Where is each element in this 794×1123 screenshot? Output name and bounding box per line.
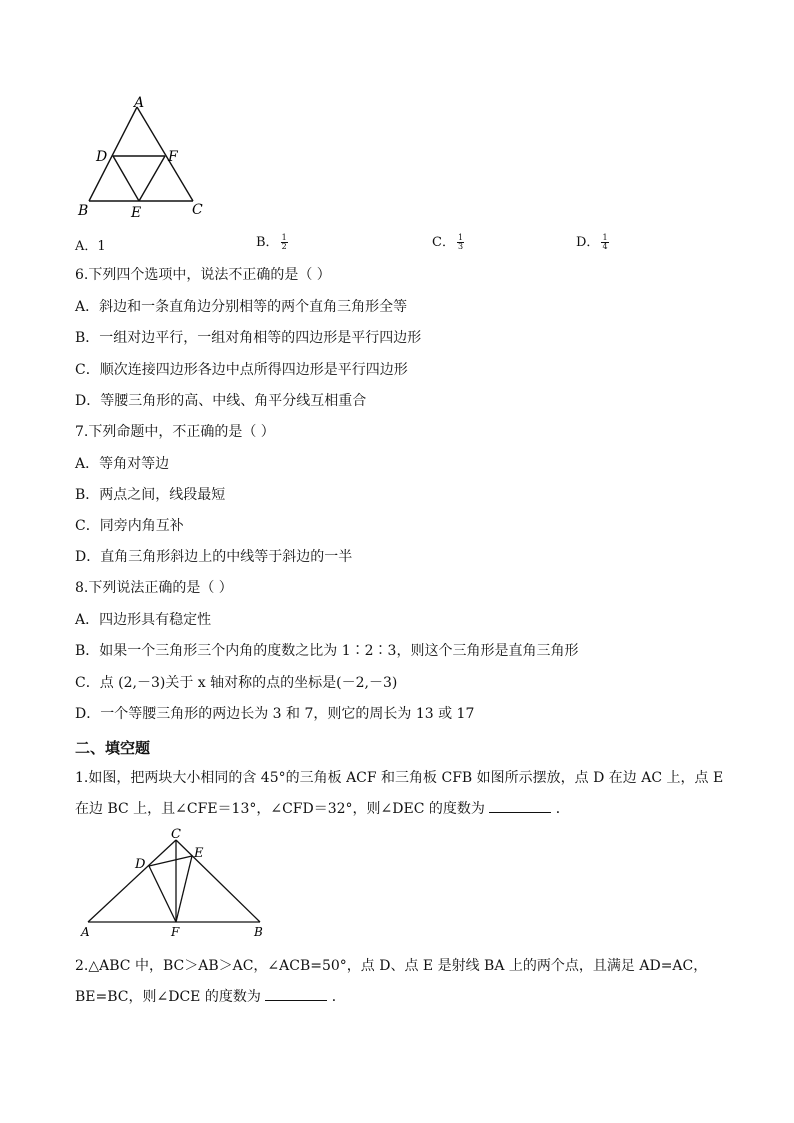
q5-option-b: B． $\frac{1}{2}$ bbox=[256, 233, 287, 251]
label-f: F bbox=[168, 149, 178, 165]
q7-option-d: D．直角三角形斜边上的中线等于斜边的一半 bbox=[75, 549, 353, 565]
segment-fe bbox=[139, 156, 165, 201]
q6-stem: 6.下列四个选项中，说法不正确的是（ ） bbox=[75, 267, 331, 283]
q7-option-c: C．同旁内角互补 bbox=[75, 518, 184, 534]
fill1-line2: 在边 BC 上，且∠CFE＝13°，∠CFD＝32°，则∠DEC 的度数为 ． bbox=[75, 801, 570, 817]
q8-option-b: B．如果一个三角形三个内角的度数之比为 1∶2∶3，则这个三角形是直角三角形 bbox=[75, 643, 579, 659]
q5-option-c: C． $\frac{1}{3}$ bbox=[432, 233, 464, 251]
q6-option-a: A．斜边和一条直角边分别相等的两个直角三角形全等 bbox=[75, 299, 408, 315]
segment-df bbox=[149, 866, 176, 922]
q6-option-d: D．等腰三角形的高、中线、角平分线互相重合 bbox=[75, 393, 367, 409]
label-e: E bbox=[194, 846, 204, 861]
label-c: C bbox=[171, 827, 181, 842]
side-ca bbox=[88, 840, 176, 922]
q8-option-c: C．点 (2,－3)关于 x 轴对称的点的坐标是(－2,－3) bbox=[75, 675, 398, 691]
q6-option-c: C．顺次连接四边形各边中点所得四边形是平行四边形 bbox=[75, 362, 408, 378]
label-d: D bbox=[135, 857, 146, 872]
label-b: B bbox=[254, 925, 263, 938]
segment-de bbox=[113, 156, 139, 201]
fill1-answer-blank[interactable] bbox=[489, 800, 551, 813]
section-heading-fill-in: 二、填空题 bbox=[75, 739, 151, 757]
q5-option-a: A．1 bbox=[75, 239, 106, 254]
label-e: E bbox=[131, 205, 142, 221]
fill2-answer-blank[interactable] bbox=[265, 988, 327, 1001]
q8-option-d: D．一个等腰三角形的两边长为 3 和 7，则它的周长为 13 或 17 bbox=[75, 706, 475, 722]
q8-option-a: A．四边形具有稳定性 bbox=[75, 612, 212, 628]
q8-stem: 8.下列说法正确的是（ ） bbox=[75, 580, 233, 596]
fill1-line1: 1.如图，把两块大小相同的含 45°的三角板 ACF 和三角板 CFB 如图所示摆放，点 D 在边 AC 上，点 E bbox=[75, 770, 724, 786]
side-cb bbox=[176, 840, 260, 922]
side-ac bbox=[137, 107, 193, 201]
q7-stem: 7.下列命题中，不正确的是（ ） bbox=[75, 424, 275, 440]
label-c: C bbox=[192, 202, 203, 218]
segment-de bbox=[149, 856, 192, 866]
figure-set-squares bbox=[75, 826, 275, 938]
fraction-one-third: $\frac{1}{3}$ bbox=[457, 233, 464, 251]
label-a: A bbox=[134, 95, 145, 111]
q7-option-a: A．等角对等边 bbox=[75, 456, 170, 472]
fraction-one-half: $\frac{1}{2}$ bbox=[281, 233, 287, 251]
fill2-line2: BE=BC，则∠DCE 的度数为 ． bbox=[75, 989, 346, 1005]
q5-option-d: D． $\frac{1}{4}$ bbox=[576, 233, 608, 251]
q6-option-b: B．一组对边平行，一组对角相等的四边形是平行四边形 bbox=[75, 330, 422, 346]
fraction-one-quarter: $\frac{1}{4}$ bbox=[602, 233, 608, 251]
label-f: F bbox=[171, 925, 180, 938]
label-a: A bbox=[81, 925, 90, 938]
segment-ef bbox=[176, 856, 192, 922]
label-b: B bbox=[78, 203, 89, 219]
label-d: D bbox=[96, 149, 108, 165]
q7-option-b: B．两点之间，线段最短 bbox=[75, 487, 226, 503]
fill2-line1: 2.△ABC 中，BC＞AB＞AC，∠ACB=50°，点 D、点 E 是射线 BA 上的两个点，且满足 AD=AC， bbox=[75, 958, 708, 974]
figure-triangle-midpoints bbox=[75, 95, 215, 225]
